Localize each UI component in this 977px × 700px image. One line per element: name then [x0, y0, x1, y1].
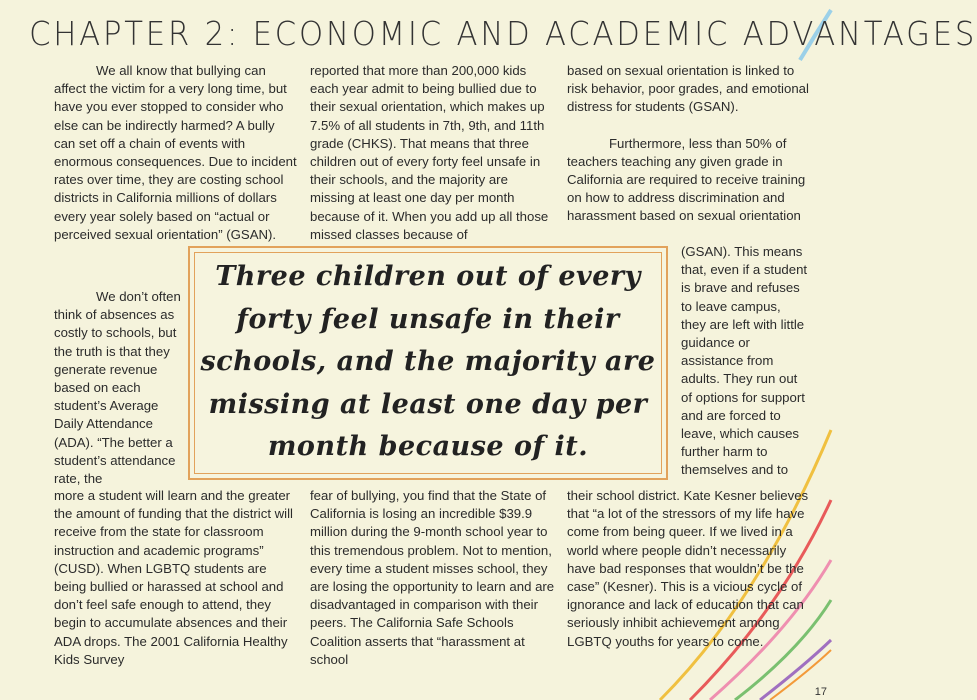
- column-3-bottom: [567, 487, 809, 651]
- chapter-title: CHAPTER 2: ECONOMIC AND ACADEMIC ADVANTAGES: [29, 14, 977, 53]
- column-3-paragraph-2-continued: (GSAN). This means that, even if a student is brave and refuses to leave campus, they are left with little guidance or assistance from adults. They run out of options for support and are forced to leave, which causes further harm to themselves and to: [681, 244, 808, 478]
- column-2-paragraph-top: reported that more than 200,000 kids each year admit to being bullied due to their sexual orientation, which makes up 7.5% of all students in 7th, 9th, and 11th grade (CHKS). That means that three children out of every forty feel unsafe in their schools, and the majority are missing at least one day per month because of it. When you add up all those missed classes because of: [310, 63, 549, 242]
- column-2-bottom: [310, 487, 556, 669]
- column-2-top: [310, 62, 556, 244]
- column-1-middle: [54, 288, 188, 488]
- column-3-paragraph-bottom: their school district. Kate Kesner believes that “a lot of the stressors of my life have come from being queer. If we lived in a world where people didn’t necessarily have bad responses that wouldn’t be the case” (Kesner). This is a vicious cycle of ignorance and lack of education that can seriously inhibit achievement among LGBTQ youths for years to come.: [567, 488, 809, 649]
- column-3-top: [567, 62, 809, 226]
- column-3-paragraph-2: Furthermore, less than 50% of teachers teaching any given grade in California are required to receive training on how to address discrimination and harassment based on sexual orientation: [567, 135, 806, 224]
- column-1-paragraph-2-continued: more a student will learn and the greater the amount of funding that the district will receive from the state for classroom instruction and academic programs” (CUSD). When LGBTQ students are being bullied or harassed at school and don’t feel safe enough to attend, they begin to accumulate absences and their ADA drops. The 2001 California Healthy Kids Survey: [54, 488, 293, 667]
- column-1-bottom: [54, 487, 298, 669]
- column-2-paragraph-bottom: fear of bullying, you find that the State of California is losing an incredible $39.9 million during the 9-month school year to this tremendous problem. Not to mention, every time a student misses school, they are losing the opportunity to learn and are disadvantaged in comparison with their peers. The California Safe Schools Coalition asserts that “harassment at school: [310, 488, 555, 667]
- pull-quote-text: Three children out of every forty feel unsafe in their schools, and the majority are missing at least one day per month because of it.: [200, 261, 656, 462]
- column-1-paragraph-1: We all know that bullying can affect the victim for a very long time, but have you ever stopped to consider who else can be indirectly harmed? A bully can set off a chain of events with enormous consequences. Due to incident rates over time, they are costing school districts in California millions of dollars every year solely based on “actual or perceived sexual orientation” (GSAN).: [54, 63, 297, 242]
- pull-quote-box: [188, 246, 668, 480]
- column-3-middle: [681, 243, 809, 480]
- page-number: 17: [814, 686, 827, 698]
- column-1-paragraph-2: We don’t often think of absences as costly to schools, but the truth is that they generate revenue based on each student’s Average Daily Attendance (ADA). “The better a student’s attendance rate, the: [54, 289, 181, 487]
- column-1-top: [54, 62, 298, 244]
- column-3-paragraph-1: based on sexual orientation is linked to risk behavior, poor grades, and emotional distress for students (GSAN).: [567, 63, 809, 115]
